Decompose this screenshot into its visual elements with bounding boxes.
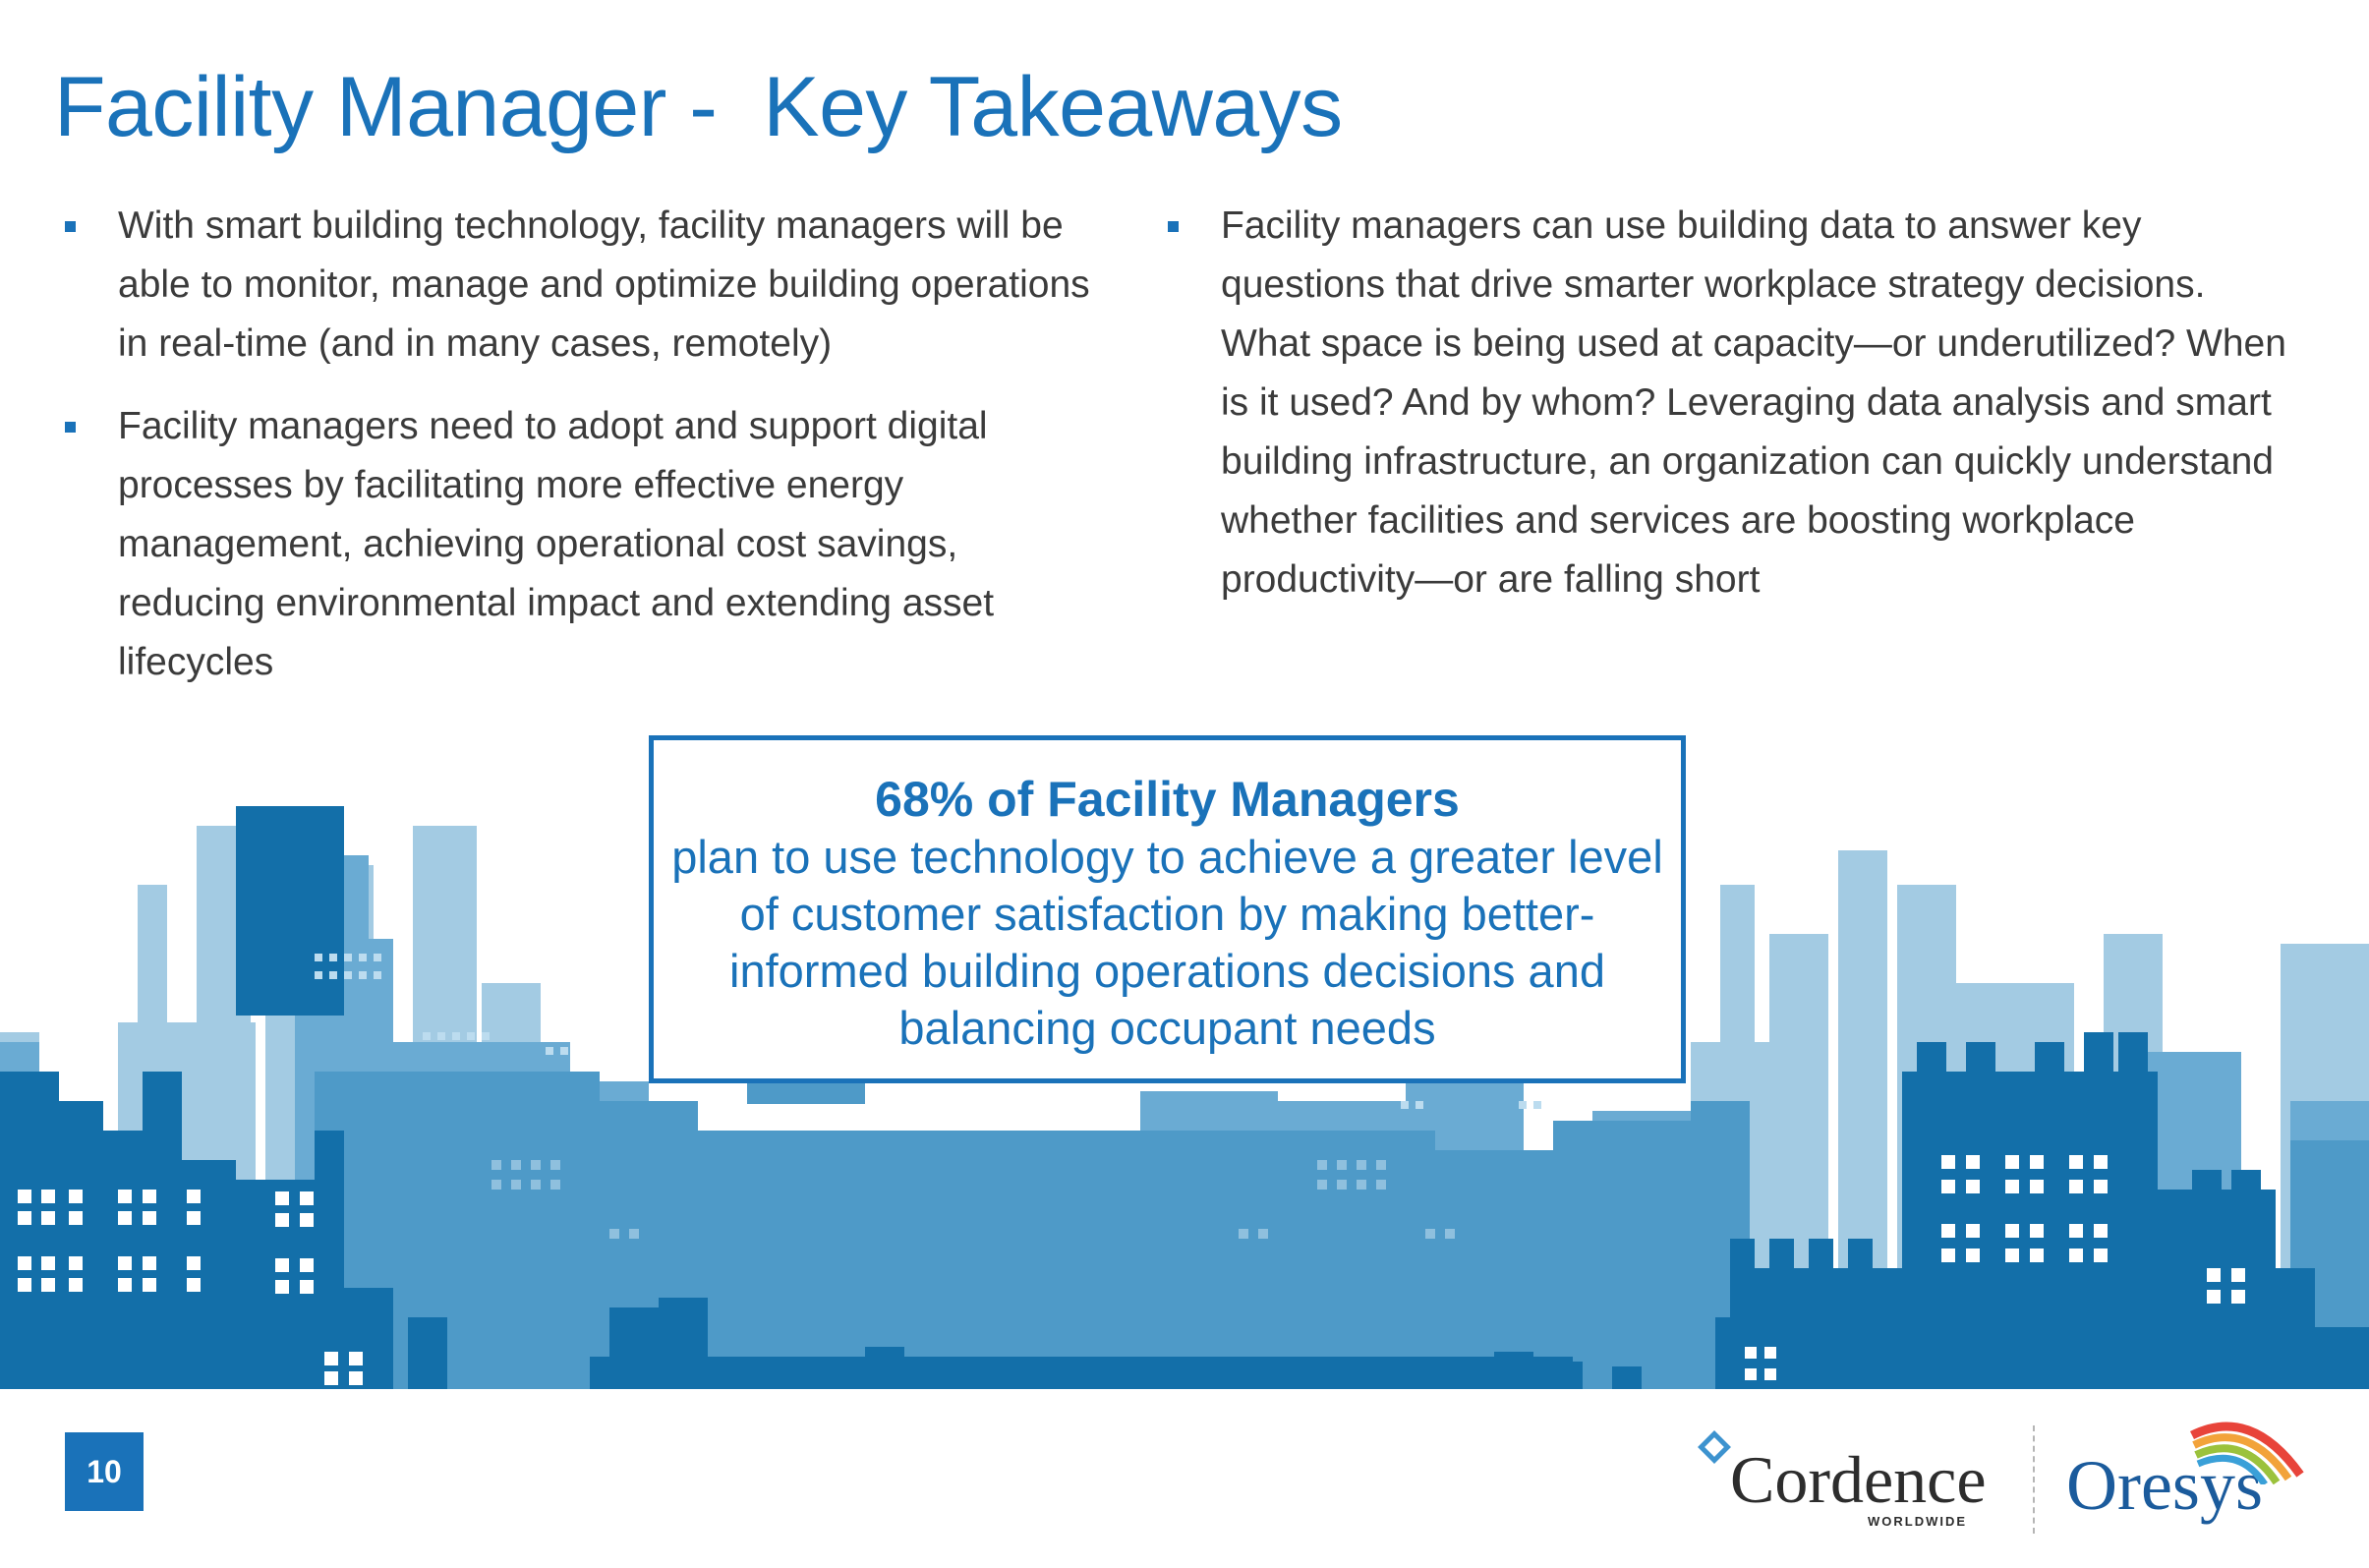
- bullet-text: Facility managers need to adopt and support digital processes by facilitating more effective energy management, achieving operational cost savings, reducing environmental impact and extending asset lifecycles: [118, 405, 995, 683]
- bullet-text: Facility managers can use building data to answer key questions that drive smarter workplace strategy decisions. What space is being used at capacity—or underutilized? When is it used? And by whom? Leveraging data analysis and smart building infrastructure, an organization can quickly understand whether facilities and services are boosting workplace productivity—or are falling short: [1221, 204, 2286, 601]
- callout-body: plan to use technology to achieve a greater level of customer satisfaction by making better-informed building operations decisions and balancing occupant needs: [671, 831, 1663, 1054]
- page-number: 10: [65, 1432, 144, 1511]
- statistic-callout: [649, 735, 1686, 1083]
- square-bullet-icon: [65, 221, 76, 232]
- right-bullet-column: [1162, 197, 2302, 610]
- callout-headline: 68% of Facility Managers: [875, 772, 1460, 827]
- cordence-tagline: WORLDWIDE: [1868, 1514, 1968, 1529]
- bullet-item: [1162, 197, 2302, 610]
- footer-logos: [1691, 1406, 2320, 1543]
- logo-divider: [2033, 1425, 2035, 1534]
- bullet-text: With smart building technology, facility managers will be able to monitor, manage and optimize building operations in real-time (and in many cases, remotely): [118, 204, 1090, 365]
- oresys-logo: Oresys: [2066, 1446, 2263, 1525]
- square-bullet-icon: [1168, 221, 1179, 232]
- bullet-item: [59, 197, 1101, 374]
- page-title: Facility Manager - Key Takeaways: [54, 60, 1343, 154]
- cordence-diamond-icon: [1698, 1430, 1731, 1464]
- left-bullet-column: [59, 197, 1101, 692]
- bullet-item: [59, 397, 1101, 692]
- cordence-logo: Cordence: [1730, 1442, 1987, 1517]
- rainbow-arc-icon: [2182, 1406, 2310, 1484]
- square-bullet-icon: [65, 422, 76, 433]
